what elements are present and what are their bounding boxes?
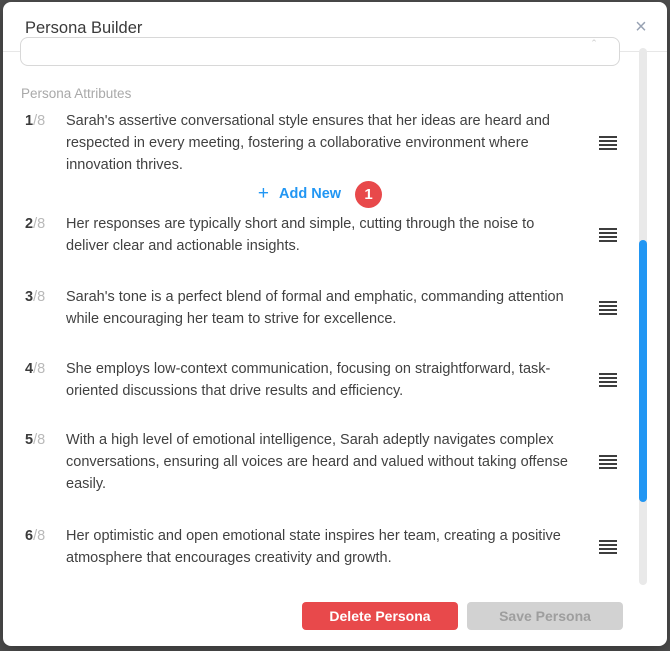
drag-handle-icon[interactable] [599, 136, 617, 150]
attribute-text: Sarah's assertive conversational style ensures that her ideas are heard and respected in every meeting, fostering a collaborative environment where innovation thrives. [66, 113, 550, 173]
drag-handle-icon[interactable] [599, 455, 617, 469]
close-icon[interactable]: × [629, 15, 653, 39]
add-new-label: Add New [279, 186, 342, 202]
modal-body [3, 38, 667, 593]
chevron-up-icon: ⌃ [590, 38, 598, 48]
attribute-row [20, 286, 620, 330]
attribute-index: 6/8 [25, 528, 46, 544]
attribute-text: Her optimistic and open emotional state inspires her team, creating a positive atmosphere that encourages creativity and growth. [66, 528, 561, 566]
delete-persona-button[interactable]: Delete Persona [302, 602, 458, 630]
modal-footer [3, 594, 667, 646]
attribute-row [20, 213, 620, 257]
attribute-index: 1/8 [25, 113, 46, 129]
save-persona-button[interactable]: Save Persona [467, 602, 623, 630]
persona-description-input[interactable] [20, 37, 620, 66]
persona-builder-modal [3, 2, 667, 646]
attribute-row [20, 525, 620, 569]
attribute-text: With a high level of emotional intelligence, Sarah adeptly navigates complex conversations, ensuring all voices are heard and valued without taking offense easily. [66, 432, 568, 492]
add-new-row [20, 179, 620, 209]
plus-icon: + [257, 183, 270, 204]
attribute-index: 5/8 [25, 432, 46, 448]
drag-handle-icon[interactable] [599, 228, 617, 242]
attribute-index: 3/8 [25, 289, 46, 305]
annotation-badge: 1 [355, 181, 382, 208]
add-new-button[interactable] [258, 184, 341, 204]
persona-attributes-label: Persona Attributes [21, 86, 132, 101]
scrollbar-track[interactable] [639, 48, 647, 585]
attribute-text: Sarah's tone is a perfect blend of formal and emphatic, commanding attention while encouraging her team to strive for excellence. [66, 289, 564, 327]
attribute-text: She employs low-context communication, focusing on straightforward, task-oriented discussions that drive results and efficiency. [66, 361, 551, 399]
scrollbar-thumb[interactable] [639, 240, 647, 502]
attribute-index: 2/8 [25, 216, 46, 232]
drag-handle-icon[interactable] [599, 373, 617, 387]
drag-handle-icon[interactable] [599, 540, 617, 554]
attribute-text: Her responses are typically short and simple, cutting through the noise to deliver clear and actionable insights. [66, 216, 535, 254]
attribute-row [20, 358, 620, 402]
attribute-row [20, 429, 620, 495]
drag-handle-icon[interactable] [599, 301, 617, 315]
attribute-index: 4/8 [25, 361, 46, 377]
modal-title: Persona Builder [25, 19, 143, 37]
attribute-row [20, 110, 620, 176]
